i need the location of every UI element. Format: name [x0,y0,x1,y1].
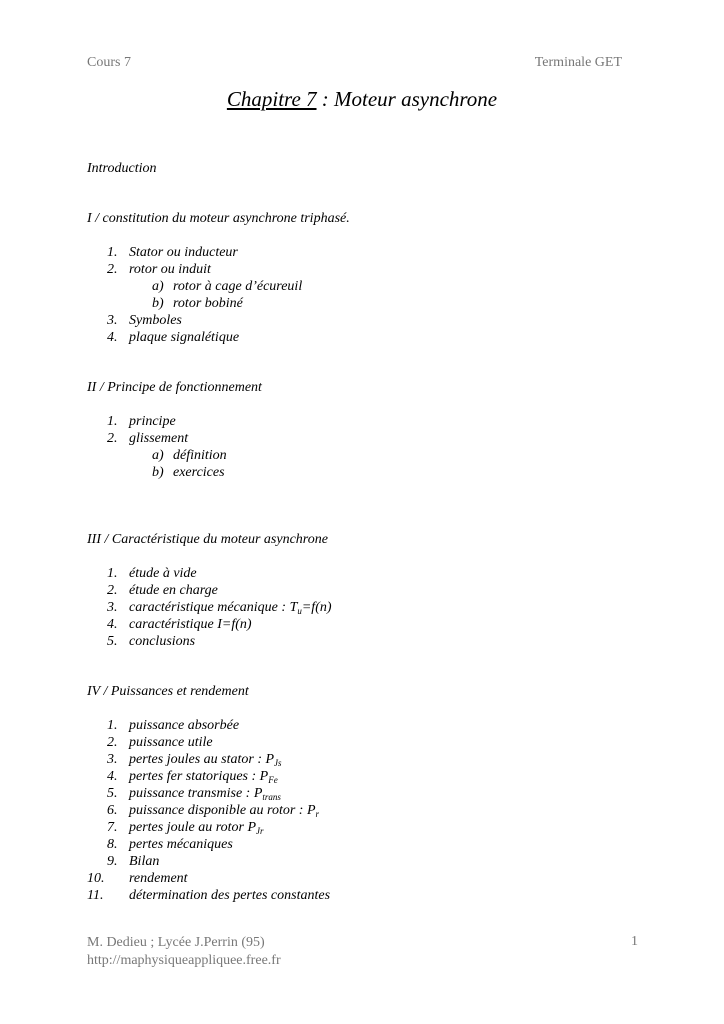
list-item: 2. glissement a) définition b) exercices [87,430,647,481]
list-item: 9. Bilan [107,854,160,869]
list-item: 7. pertes joule au rotor $P_{Jr}$ [107,820,264,836]
sub-list-item: b) rotor bobiné [152,296,243,311]
list-item: 1. étude à vide [107,566,197,581]
section-heading: IV / Puissances et rendement [87,684,249,699]
sub-list [129,447,647,481]
intro-heading: Introduction [87,161,157,176]
page-number: 1 [631,934,638,949]
list-item: 10. rendement [87,871,188,886]
table-of-contents [87,160,647,904]
list-item: 11. détermination des pertes constantes [87,888,331,903]
page-title [0,87,724,112]
list-item: 1. puissance absorbée [107,718,240,733]
sub-list-item: a) définition [152,448,227,463]
list-item: 8. pertes mécaniques [107,837,233,852]
section-heading: III / Caractéristique du moteur asynchrone [87,532,328,547]
sub-list-item: b) exercices [152,465,225,480]
sub-list [129,278,647,312]
list-item: 5. conclusions [107,634,196,649]
list-item: 4. caractéristique I=f(n) [107,617,252,632]
section-heading: I / constitution du moteur asynchrone triphasé. [87,211,350,226]
list-item: 3. caractéristique mécanique : $T_u=f(n)$ [107,600,332,616]
list-item: 1. principe [107,414,176,429]
section-list [87,565,647,650]
list-item: 3. pertes joules au stator : $P_{Js}$ [107,752,282,768]
list-item: 2. étude en charge [107,583,218,598]
section-list [87,717,647,904]
section-heading: II / Principe de fonctionnement [87,380,262,395]
footer-url[interactable]: http://maphysiqueappliquee.free.fr [87,953,281,968]
section-list [87,244,647,346]
chapter-label: Chapitre 7 [226,87,317,111]
sub-list-item: a) rotor à cage d’écureuil [152,279,303,294]
footer-credits [87,934,281,970]
footer-author: M. Dedieu ; Lycée J.Perrin (95) [87,935,265,950]
list-item: 5. puissance transmise : $P_{trans}$ [107,786,281,802]
header-class: Terminale GET [534,55,622,70]
section-list [87,413,647,481]
list-item: 2. puissance utile [107,735,213,750]
list-item: 4. pertes fer statoriques : $P_{Fe}$ [107,769,278,785]
list-item: 6. puissance disponible au rotor : $P_r$ [107,803,320,819]
list-item: 2. rotor ou induit a) rotor à cage d’écureuil b) rotor bobiné [87,261,647,312]
list-item: 3. Symboles [107,313,182,328]
list-item: 1. Stator ou inducteur [107,245,238,260]
header-course: Cours 7 [87,55,131,70]
chapter-subject: : Moteur asynchrone [316,87,498,111]
list-item: 4. plaque signalétique [107,330,240,345]
